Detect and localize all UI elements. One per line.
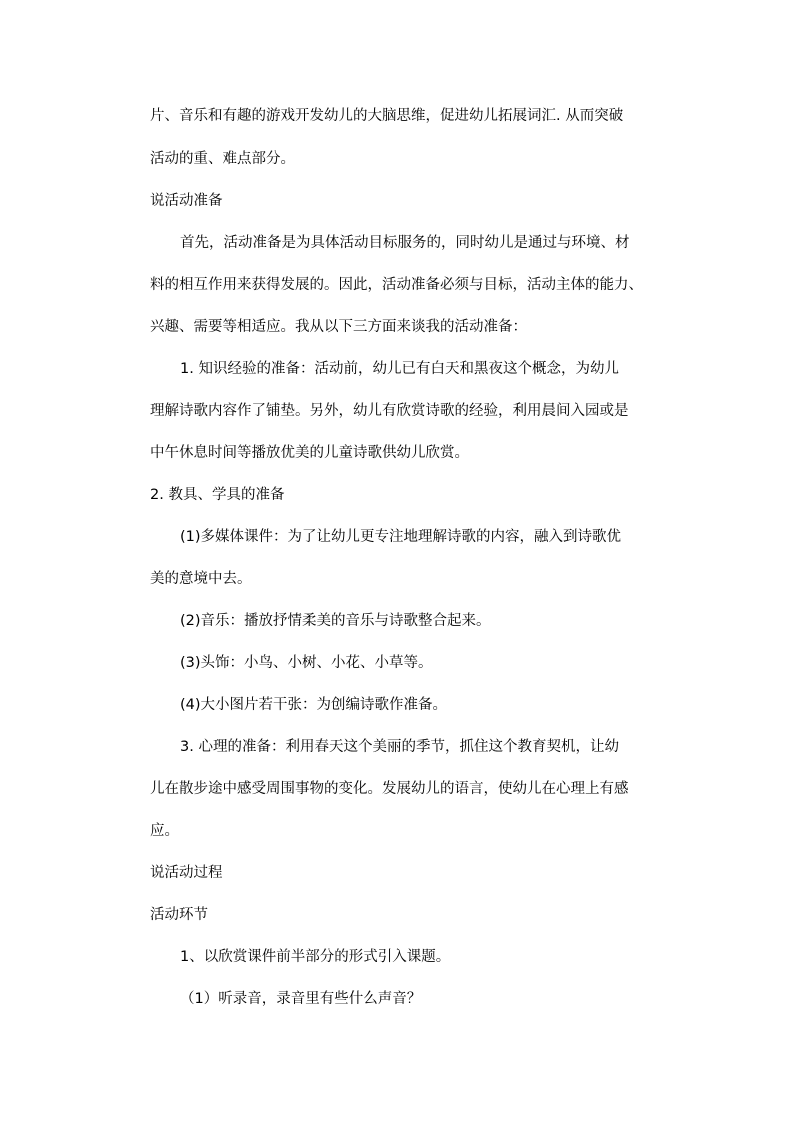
- paragraph-line: 应。: [150, 823, 179, 839]
- paragraph-line: 料的相互作用来获得发展的。因此，活动准备必须与目标，活动主体的能力、: [150, 277, 643, 293]
- section-heading: 说活动过程: [150, 865, 223, 881]
- list-item: 1、以欣赏课件前半部分的形式引入课题。: [180, 949, 451, 965]
- paragraph-line: 理解诗歌内容作了铺垫。另外，幼儿有欣赏诗歌的经验，利用晨间入园或是: [150, 403, 629, 419]
- paragraph-line: 兴趣、需要等相适应。我从以下三方面来谈我的活动准备：: [150, 319, 527, 335]
- sub-list-item: (1)多媒体课件：为了让幼儿更专注地理解诗歌的内容，融入到诗歌优: [180, 529, 622, 545]
- paragraph-line: 中午休息时间等播放优美的儿童诗歌供幼儿欣赏。: [150, 445, 469, 461]
- sub-list-item: （1）听录音，录音里有些什么声音？: [180, 991, 422, 1007]
- list-item: 1. 知识经验的准备：活动前，幼儿已有白天和黑夜这个概念，为幼儿: [180, 361, 619, 377]
- section-heading: 说活动准备: [150, 193, 223, 209]
- list-item: 3. 心理的准备：利用春天这个美丽的季节，抓住这个教育契机，让幼: [180, 739, 619, 755]
- paragraph-line: 儿在散步途中感受周围事物的变化。发展幼儿的语言，使幼儿在心理上有感: [150, 781, 629, 797]
- paragraph-line: 片、音乐和有趣的游戏开发幼儿的大脑思维，促进幼儿拓展词汇. 从而突破: [150, 108, 624, 124]
- sub-list-item: (3)头饰：小鸟、小树、小花、小草等。: [180, 655, 433, 671]
- paragraph-line: 活动的重、难点部分。: [150, 151, 295, 167]
- sub-list-item: (2)音乐：播放抒情柔美的音乐与诗歌整合起来。: [180, 613, 491, 629]
- sub-list-item: (4)大小图片若干张：为创编诗歌作准备。: [180, 697, 448, 713]
- paragraph-line: 首先，活动准备是为具体活动目标服务的，同时幼儿是通过与环境、材: [180, 235, 630, 251]
- list-item: 2. 教具、学具的准备: [150, 487, 285, 503]
- subsection-heading: 活动环节: [150, 907, 208, 923]
- paragraph-line: 美的意境中去。: [150, 571, 252, 587]
